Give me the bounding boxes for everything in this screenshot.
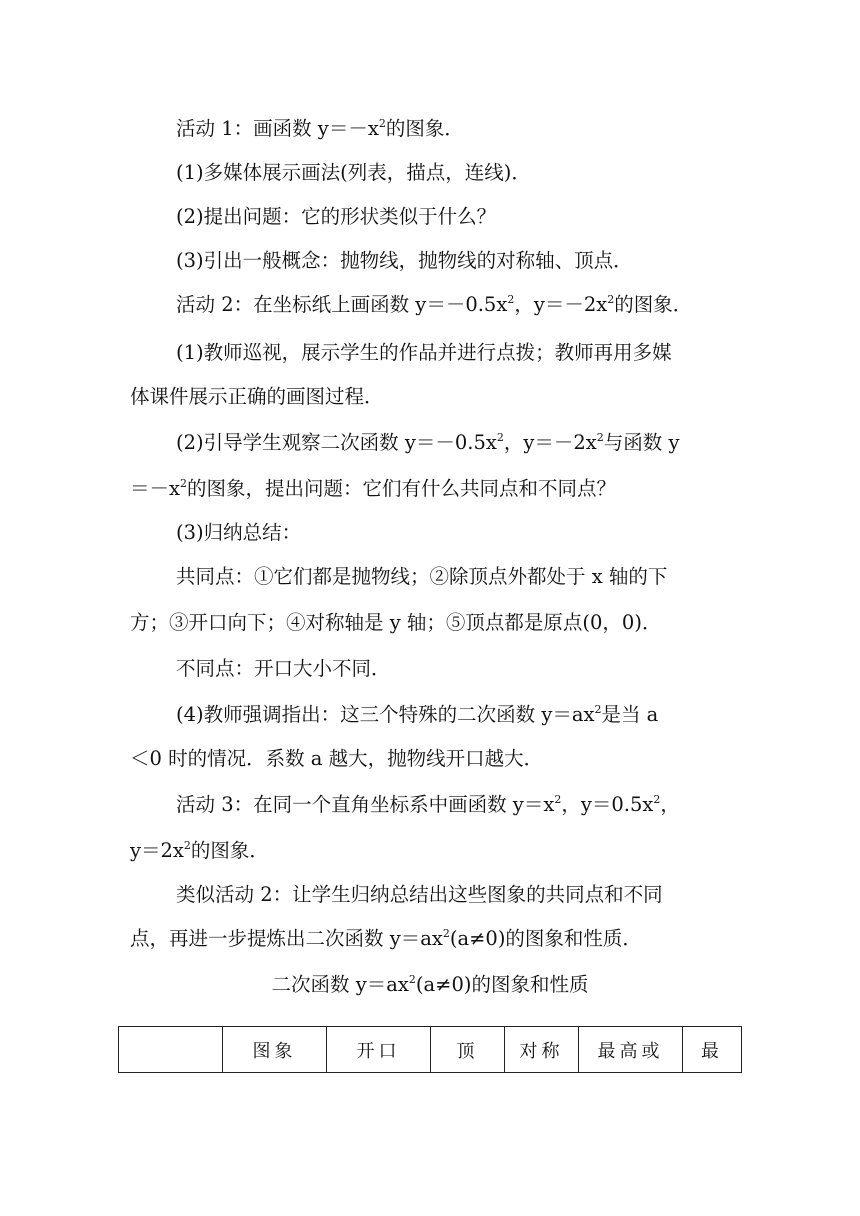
table-header-cell: 最 xyxy=(683,1027,742,1073)
paragraph-step: (1)多媒体展示画法(列表，描点，连线)． xyxy=(176,161,531,184)
properties-table xyxy=(118,1026,742,1073)
table-header-cell: 图象 xyxy=(223,1027,327,1073)
table-title: 二次函数 $y=ax^2(a\ne 0)$的图象和性质 xyxy=(271,973,589,996)
table-header-row xyxy=(119,1027,742,1073)
paragraph-differences: 不同点：开口大小不同． xyxy=(176,657,391,680)
paragraph-step: (3)引出一般概念：抛物线，抛物线的对称轴、顶点． xyxy=(176,249,633,272)
table-header-cell: 顶 xyxy=(431,1027,505,1073)
paragraph-continuation: 点，再进一步提炼出二次函数 $y=ax^2(a\ne 0)$的图象和性质． xyxy=(130,927,642,950)
table-header-cell: 最高或 xyxy=(579,1027,683,1073)
paragraph-step: (3)归纳总结： xyxy=(176,521,302,544)
paragraph-step: (1)教师巡视，展示学生的作品并进行点拨；教师再用多媒 xyxy=(176,341,672,364)
paragraph-activity-1: 活动 1：画函数 $y=-x^2$的图象． xyxy=(176,117,464,140)
paragraph-continuation: $=-x^2$的图象，提出问题：它们有什么共同点和不同点？ xyxy=(130,477,617,500)
paragraph-step: (4)教师强调指出：这三个特殊的二次函数 $y=ax^2$是当 a xyxy=(176,703,659,726)
paragraph-similar-activity: 类似活动 2：让学生归纳总结出这些图象的共同点和不同 xyxy=(176,883,663,906)
paragraph-step: (2)引导学生观察二次函数 $y=-0.5x^2$，$y=-2x^2$与函数 y xyxy=(176,431,680,454)
paragraph-continuation: 体课件展示正确的画图过程． xyxy=(130,385,384,408)
paragraph-continuation: ＜0 时的情况．系数 a 越大，抛物线开口越大． xyxy=(130,747,544,770)
table-header-cell: 对称 xyxy=(505,1027,579,1073)
paragraph-step: (2)提出问题：它的形状类似于什么？ xyxy=(176,205,497,228)
paragraph-activity-2: 活动 2：在坐标纸上画函数 $y=-0.5x^2$，$y=-2x^2$的图象． xyxy=(176,293,693,316)
paragraph-continuation: $y=2x^2$的图象． xyxy=(130,839,269,862)
paragraph-common-points: 共同点：①它们都是抛物线；②除顶点外都处于 x 轴的下 xyxy=(176,565,668,588)
table-header-cell: 开口 xyxy=(327,1027,431,1073)
paragraph-continuation: 方；③开口向下；④对称轴是 y 轴；⑤顶点都是原点(0，0)． xyxy=(130,611,662,634)
paragraph-activity-3: 活动 3：在同一个直角坐标系中画函数 $y=x^2$，$y=0.5x^2$， xyxy=(176,793,680,816)
table-header-cell xyxy=(119,1027,223,1073)
